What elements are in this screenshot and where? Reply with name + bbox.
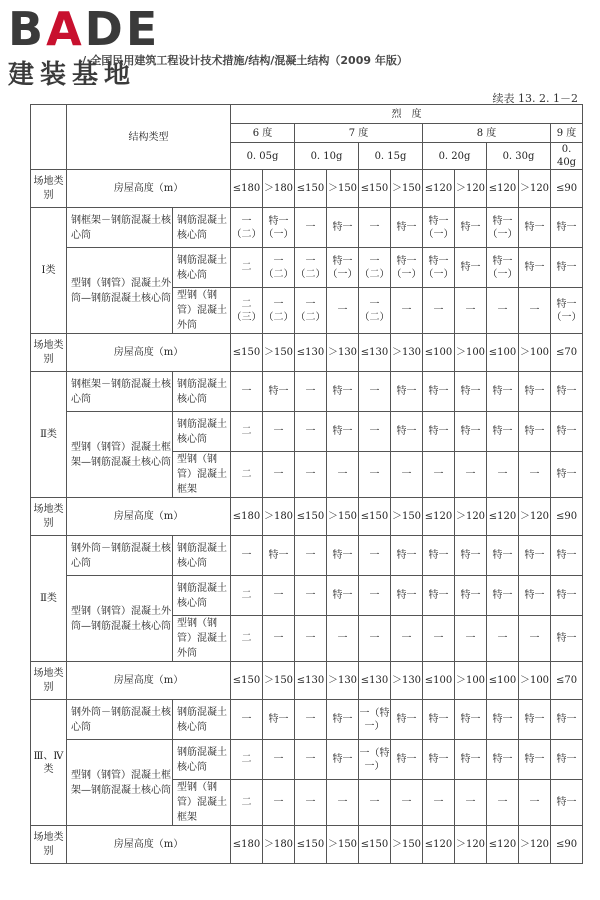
grade-cell: 一（二） [359,248,391,288]
height-limit-cell: ＞100 [455,334,487,372]
grade-cell: 特一 [423,372,455,412]
grade-row [31,700,583,740]
grade-cell: 特一 [551,536,583,576]
table-body [31,105,583,864]
grade-cell: 一 [327,616,359,662]
site-category: Ⅰ类 [31,208,67,334]
accel-040: 0. 40g [551,143,583,170]
accel-020: 0. 20g [423,143,487,170]
grade-cell: 一 [295,536,327,576]
grade-cell: 特一（一） [487,248,519,288]
structure-sub-part: 钢筋混凝土核心筒 [173,700,231,740]
grade-cell: 一 [327,780,359,826]
seismic-grade-table-container [30,104,582,864]
height-limit-cell: ≤180 [231,498,263,536]
grade-cell: 特一 [455,576,487,616]
grade-cell: 特一 [519,208,551,248]
structure-sub-part: 型钢（钢管）混凝土外筒 [173,288,231,334]
grade-cell: 特一 [551,208,583,248]
grade-cell: 一 [295,208,327,248]
grade-cell: 一 [327,288,359,334]
running-header: ·/·全国民用建筑工程设计技术措施/结构/混凝土结构（2009 年版） [78,54,408,67]
grade-row [31,740,583,780]
structure-sub-part: 型钢（钢管）混凝土框架 [173,452,231,498]
grade-cell: 特一 [327,208,359,248]
grade-cell: 特一 [455,536,487,576]
grade-cell: 特一 [519,248,551,288]
height-limit-cell: ≤70 [551,662,583,700]
height-limit-cell: ≤100 [487,334,519,372]
height-limit-cell: ≤150 [359,170,391,208]
structure-sub-part: 型钢（钢管）混凝土框架 [173,780,231,826]
height-limit-cell: ＞180 [263,170,295,208]
grade-cell: 特一 [455,208,487,248]
grade-cell: 一（二） [359,288,391,334]
grade-cell: 一 [359,208,391,248]
grade-cell: 二 [231,616,263,662]
degree-9: 9 度 [551,124,583,143]
grade-cell: 一 [359,576,391,616]
grade-cell: 一 [295,372,327,412]
height-limit-cell: ＞180 [263,826,295,864]
grade-cell: 特一 [551,576,583,616]
grade-cell: 特一 [519,576,551,616]
grade-cell: 特一（一） [263,208,295,248]
height-limit-cell: ≤150 [359,826,391,864]
grade-cell: 一 [487,452,519,498]
grade-cell: 一 [359,536,391,576]
grade-cell: 特一 [551,780,583,826]
grade-cell: 一 [519,616,551,662]
height-limit-cell: ＞130 [391,662,423,700]
height-limit-cell: ≤150 [231,662,263,700]
site-category: Ⅱ类 [31,372,67,498]
site-category-label: 场地类别 [31,334,67,372]
grade-cell: 一 [263,740,295,780]
structure-sub-part: 钢筋混凝土核心筒 [173,208,231,248]
height-limit-cell: ≤120 [487,170,519,208]
building-height-label: 房屋高度（m） [67,334,231,372]
height-row [31,498,583,536]
grade-cell: 一 [295,412,327,452]
grade-cell: 一 [423,452,455,498]
grade-cell: 二 [231,780,263,826]
grade-cell: 特一 [391,740,423,780]
height-limit-cell: ＞150 [391,826,423,864]
grade-cell: 一 [263,780,295,826]
height-limit-cell: ≤120 [487,826,519,864]
grade-cell: 一 [519,780,551,826]
grade-cell: 一 [295,740,327,780]
logo-chinese: 建装基地 [8,60,137,90]
grade-cell: 一 [359,780,391,826]
height-limit-cell: ＞120 [519,498,551,536]
site-category-label: 场地类别 [31,826,67,864]
grade-cell: 一 [231,372,263,412]
grade-cell: 一 [359,412,391,452]
grade-row [31,536,583,576]
degree-8: 8 度 [423,124,551,143]
grade-cell: 特一 [519,412,551,452]
height-row [31,826,583,864]
grade-cell: 特一 [455,700,487,740]
grade-cell: 二 [231,576,263,616]
grade-cell: 特一 [551,248,583,288]
height-limit-cell: ≤120 [423,826,455,864]
height-limit-cell: ＞130 [391,334,423,372]
height-limit-cell: ＞150 [263,662,295,700]
structure-sub-part: 钢筋混凝土核心筒 [173,576,231,616]
height-limit-cell: ＞120 [455,826,487,864]
logo-wordmark: BADE [8,2,161,56]
grade-cell: 一（二） [295,288,327,334]
height-limit-cell: ≤70 [551,334,583,372]
grade-cell: 一（二） [231,208,263,248]
grade-cell: 特一（一） [423,248,455,288]
grade-cell: 一 [391,452,423,498]
height-limit-cell: ≤90 [551,498,583,536]
height-limit-cell: ＞120 [519,826,551,864]
grade-cell: 特一 [391,576,423,616]
grade-cell: 特一（一） [551,288,583,334]
grade-cell: 特一 [551,412,583,452]
height-limit-cell: ≤90 [551,170,583,208]
height-limit-cell: ＞100 [519,334,551,372]
grade-cell: 特一 [455,412,487,452]
site-category: Ⅱ类 [31,536,67,662]
height-limit-cell: ≤90 [551,826,583,864]
height-limit-cell: ≤120 [423,170,455,208]
height-limit-cell: ≤130 [295,662,327,700]
height-limit-cell: ＞120 [519,170,551,208]
grade-cell: 一 [455,616,487,662]
site-category-label: 场地类别 [31,662,67,700]
grade-cell: 特一 [551,616,583,662]
grade-cell: 特一 [327,740,359,780]
grade-cell: 二（三） [231,288,263,334]
grade-cell: 特一 [487,576,519,616]
grade-cell: 一 [423,780,455,826]
grade-cell: 特一 [519,536,551,576]
grade-cell: 特一 [263,700,295,740]
grade-cell: 特一 [327,700,359,740]
grade-cell: 特一 [551,740,583,780]
grade-cell: 特一 [455,372,487,412]
grade-cell: 一 [455,452,487,498]
grade-cell: 特一 [263,536,295,576]
grade-cell: 一 [295,452,327,498]
height-limit-cell: ＞130 [327,662,359,700]
building-height-label: 房屋高度（m） [67,170,231,208]
degree-7: 7 度 [295,124,423,143]
grade-cell: 特一 [391,412,423,452]
grade-cell: 特一 [423,740,455,780]
grade-cell: 特一 [455,248,487,288]
grade-row [31,372,583,412]
grade-cell: 一（特一） [359,700,391,740]
structure-sub-part: 钢筋混凝土核心筒 [173,372,231,412]
structure-sub-part: 钢筋混凝土核心筒 [173,740,231,780]
grade-cell: 二 [231,412,263,452]
grade-cell: 一 [487,616,519,662]
grade-cell: 特一 [487,372,519,412]
height-limit-cell: ＞130 [327,334,359,372]
grade-cell: 二 [231,740,263,780]
grade-row [31,208,583,248]
site-category: Ⅲ、Ⅳ类 [31,700,67,826]
building-height-label: 房屋高度（m） [67,662,231,700]
height-limit-cell: ≤150 [359,498,391,536]
grade-cell: 特一 [263,372,295,412]
grade-cell: 特一 [487,536,519,576]
grade-cell: 特一 [519,740,551,780]
grade-cell: 特一 [391,700,423,740]
structure-main-type: 钢框架－钢筋混凝土核心筒 [67,208,173,248]
grade-cell: 一 [263,412,295,452]
building-height-label: 房屋高度（m） [67,498,231,536]
height-row [31,334,583,372]
grade-cell: 特一 [487,412,519,452]
grade-cell: 一 [391,616,423,662]
grade-cell: 特一 [551,372,583,412]
height-limit-cell: ≤130 [295,334,327,372]
height-limit-cell: ＞120 [455,498,487,536]
structure-main-type: 型钢（钢管）混凝土外筒—钢筋混凝土核心筒 [67,576,173,662]
grade-cell: 一 [455,780,487,826]
height-limit-cell: ＞150 [327,498,359,536]
site-category-label: 场地类别 [31,498,67,536]
structure-main-type: 钢外筒－钢筋混凝土核心筒 [67,536,173,576]
table-number: 续表 13. 2. 1－2 [492,92,578,105]
grade-cell: 一 [327,452,359,498]
grade-cell: 一 [423,616,455,662]
grade-row [31,412,583,452]
grade-cell: 特一（一） [487,208,519,248]
height-limit-cell: ≤100 [423,334,455,372]
grade-cell: 特一（一） [423,208,455,248]
grade-cell: 一 [519,452,551,498]
grade-cell: 二 [231,248,263,288]
site-category-label: 场地类别 [31,170,67,208]
structure-main-type: 钢框架－钢筋混凝土核心筒 [67,372,173,412]
grade-cell: 一 [487,288,519,334]
grade-cell: 特一 [327,536,359,576]
grade-cell: 特一 [327,412,359,452]
structure-sub-part: 钢筋混凝土核心筒 [173,536,231,576]
corner-cell [31,105,67,170]
seismic-grade-table [30,104,583,864]
height-limit-cell: ≤150 [231,334,263,372]
structure-sub-part: 型钢（钢管）混凝土外筒 [173,616,231,662]
building-height-label: 房屋高度（m） [67,826,231,864]
height-limit-cell: ＞150 [327,170,359,208]
height-row [31,662,583,700]
grade-cell: 特一 [423,700,455,740]
grade-cell: 二 [231,452,263,498]
height-limit-cell: ＞100 [455,662,487,700]
grade-cell: 特一 [391,372,423,412]
grade-cell: 一 [487,780,519,826]
grade-cell: 特一 [487,700,519,740]
accel-015: 0. 15g [359,143,423,170]
height-limit-cell: ≤180 [231,170,263,208]
grade-cell: 特一 [519,372,551,412]
height-limit-cell: ＞150 [263,334,295,372]
height-limit-cell: ≤180 [231,826,263,864]
height-limit-cell: ≤100 [423,662,455,700]
height-limit-cell: ＞150 [391,170,423,208]
grade-cell: 特一 [391,208,423,248]
grade-cell: 特一 [391,536,423,576]
height-row [31,170,583,208]
grade-cell: 一（二） [263,288,295,334]
grade-row [31,576,583,616]
height-limit-cell: ≤150 [295,826,327,864]
grade-cell: 一 [519,288,551,334]
grade-cell: 特一 [519,700,551,740]
structure-sub-part: 钢筋混凝土核心筒 [173,412,231,452]
height-limit-cell: ≤130 [359,662,391,700]
grade-row [31,248,583,288]
grade-cell: 一（二） [295,248,327,288]
grade-cell: 一 [455,288,487,334]
grade-cell: 特一 [551,700,583,740]
grade-cell: 一（二） [263,248,295,288]
grade-cell: 一 [359,372,391,412]
height-limit-cell: ＞150 [327,826,359,864]
grade-cell: 特一 [327,576,359,616]
grade-cell: 一 [391,780,423,826]
intensity-header: 烈 度 [231,105,583,124]
structure-main-type: 钢外筒－钢筋混凝土核心筒 [67,700,173,740]
height-limit-cell: ≤120 [487,498,519,536]
structure-main-type: 型钢（钢管）混凝土外筒—钢筋混凝土核心筒 [67,248,173,334]
height-limit-cell: ＞100 [519,662,551,700]
grade-cell: 特一 [551,452,583,498]
height-limit-cell: ≤150 [295,170,327,208]
grade-cell: 一 [359,452,391,498]
grade-cell: 特一 [327,372,359,412]
accel-030: 0. 30g [487,143,551,170]
height-limit-cell: ≤100 [487,662,519,700]
height-limit-cell: ≤120 [423,498,455,536]
grade-cell: 特一（一） [327,248,359,288]
grade-cell: 一 [295,780,327,826]
grade-cell: 特一 [487,740,519,780]
grade-cell: 特一 [423,536,455,576]
structure-type-header: 结构类型 [67,105,231,170]
bade-logo [8,2,161,91]
grade-cell: 一 [231,536,263,576]
grade-cell: 一 [295,700,327,740]
structure-main-type: 型钢（钢管）混凝土框架—钢筋混凝土核心筒 [67,412,173,498]
height-limit-cell: ≤130 [359,334,391,372]
height-limit-cell: ≤150 [295,498,327,536]
grade-cell: 一 [263,616,295,662]
grade-cell: 一 [295,616,327,662]
grade-cell: 一（特一） [359,740,391,780]
accel-005: 0. 05g [231,143,295,170]
structure-main-type: 型钢（钢管）混凝土框架—钢筋混凝土核心筒 [67,740,173,826]
grade-cell: 特一 [423,576,455,616]
structure-sub-part: 钢筋混凝土核心筒 [173,248,231,288]
grade-cell: 特一 [423,412,455,452]
grade-cell: 特一 [455,740,487,780]
grade-cell: 一 [263,576,295,616]
grade-cell: 一 [391,288,423,334]
height-limit-cell: ＞120 [455,170,487,208]
grade-cell: 一 [231,700,263,740]
accel-010: 0. 10g [295,143,359,170]
degree-6: 6 度 [231,124,295,143]
grade-cell: 一 [263,452,295,498]
grade-cell: 一 [359,616,391,662]
height-limit-cell: ＞180 [263,498,295,536]
grade-cell: 特一（一） [391,248,423,288]
grade-cell: 一 [295,576,327,616]
grade-cell: 一 [423,288,455,334]
height-limit-cell: ＞150 [391,498,423,536]
